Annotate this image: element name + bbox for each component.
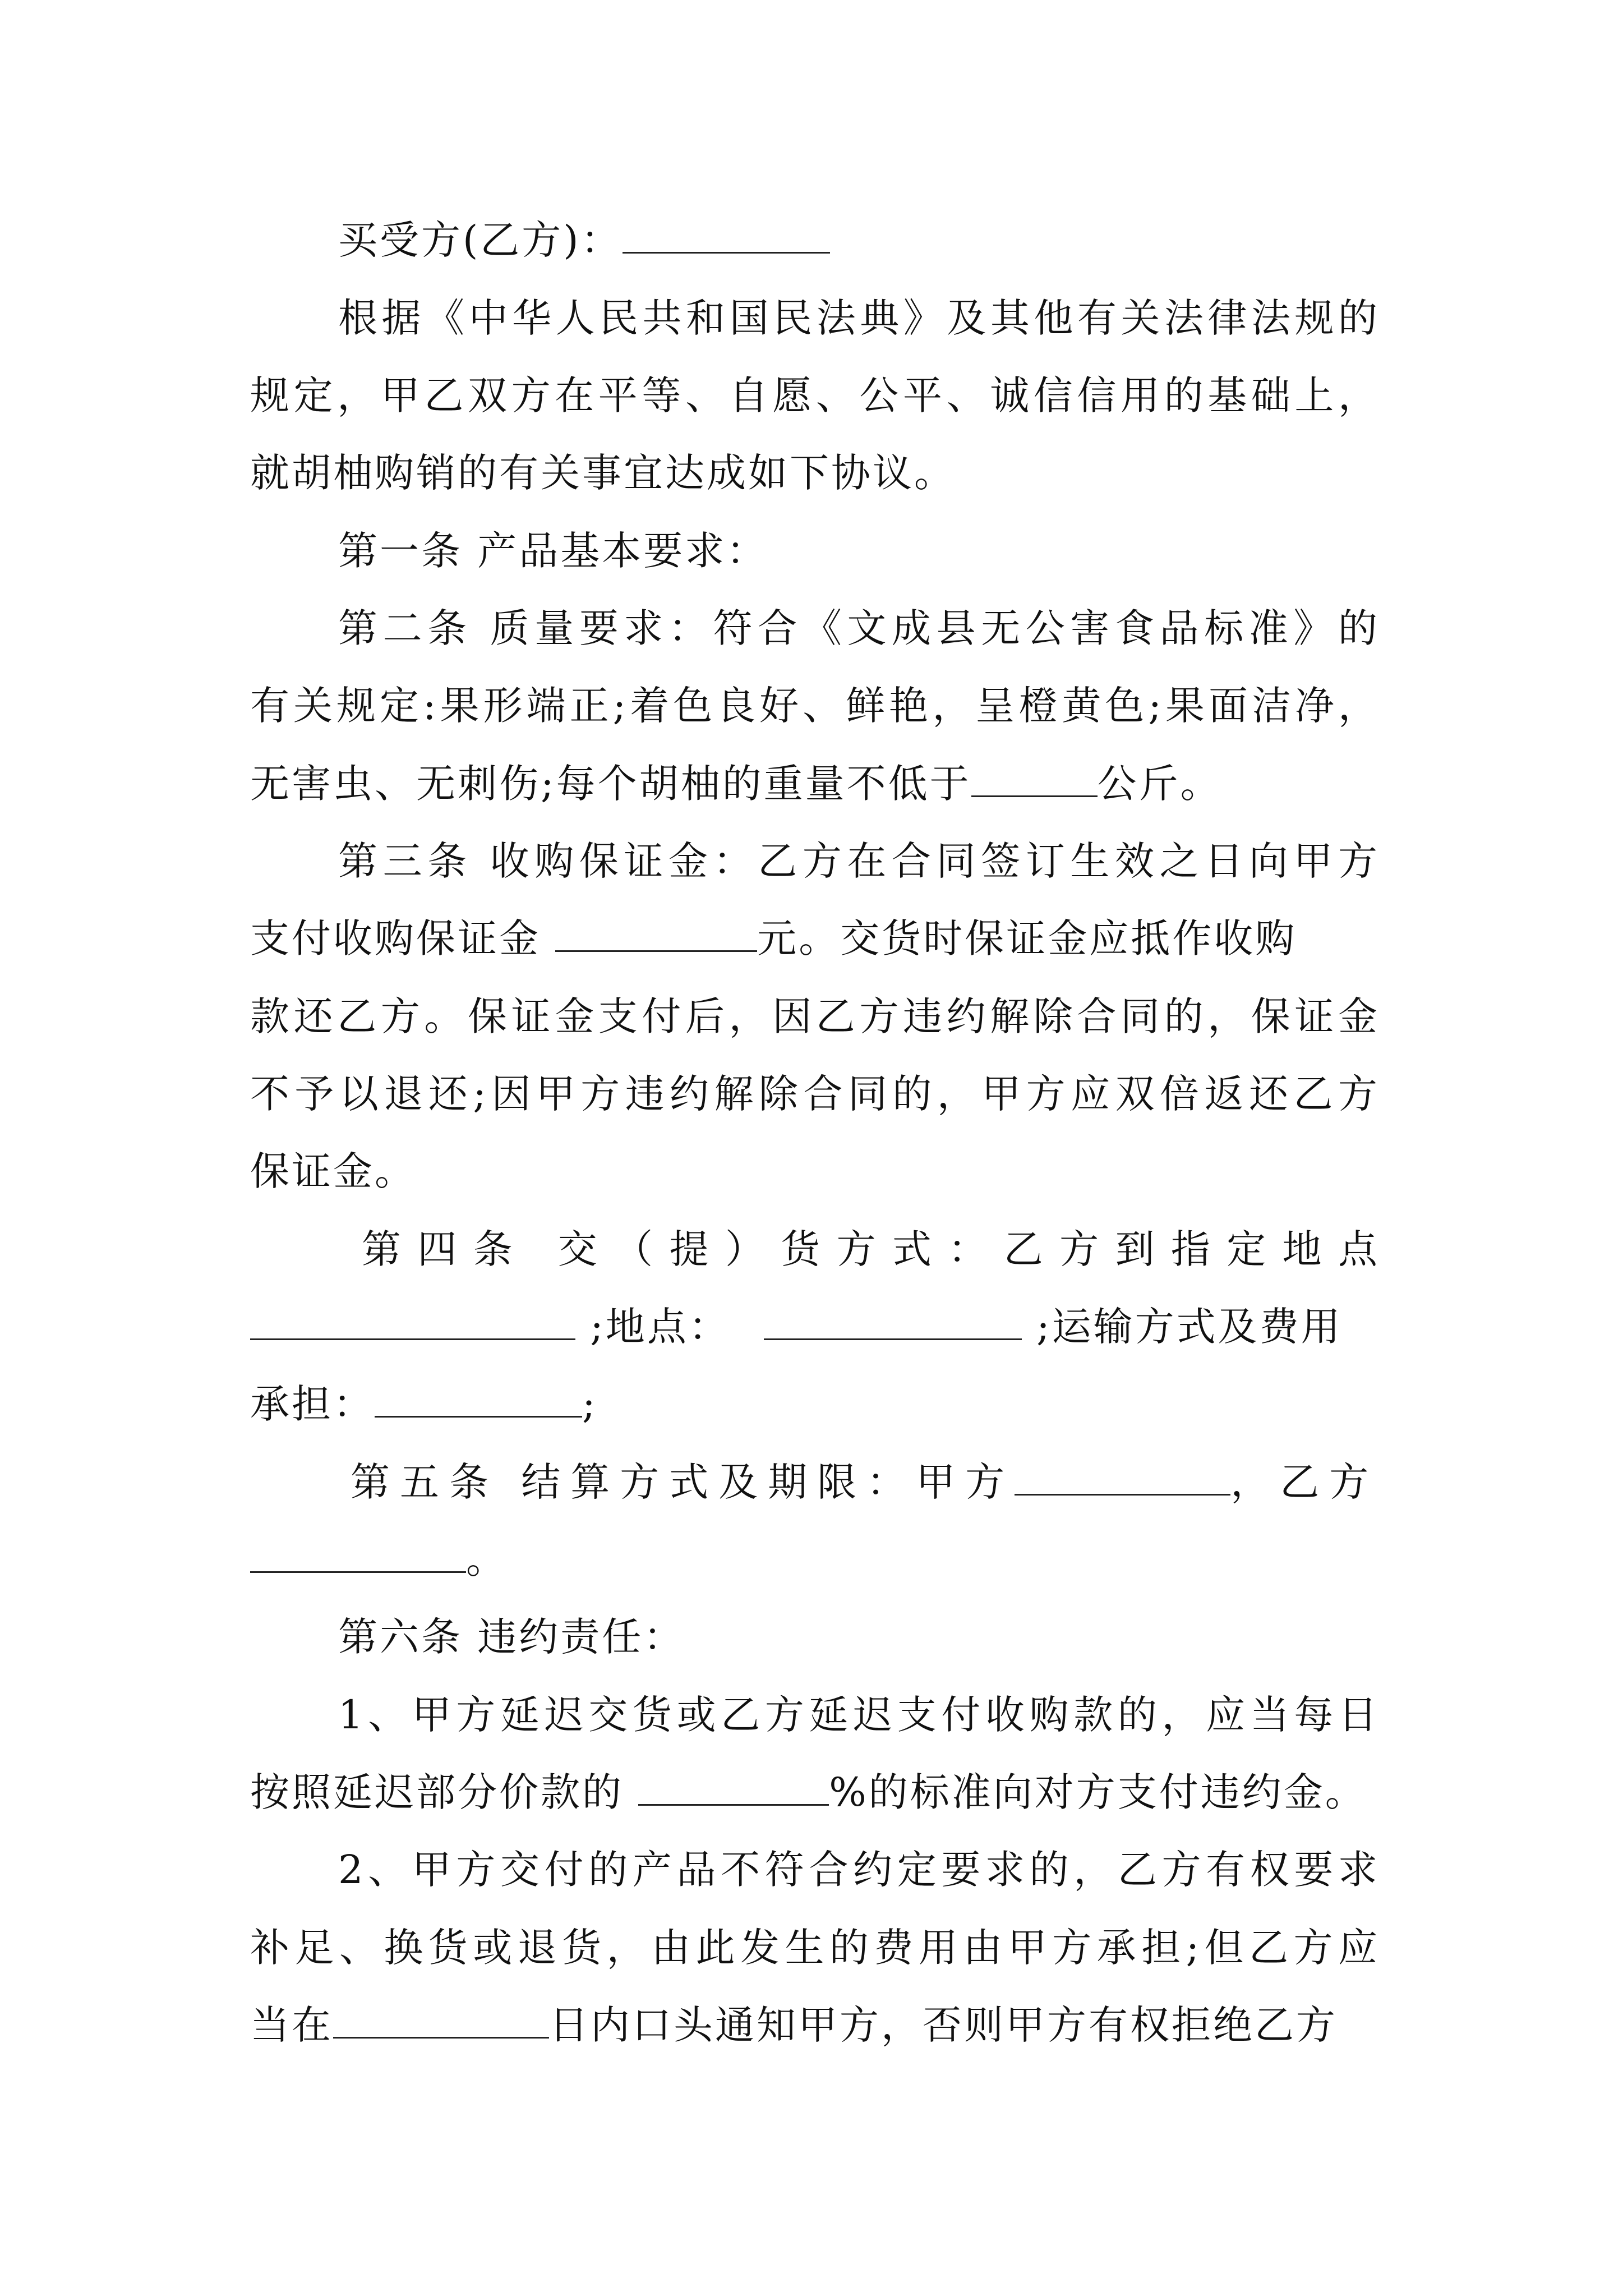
penalty-text: 按照延迟部分价款的 [250, 1769, 639, 1815]
cost-label: 承担： [250, 1381, 375, 1427]
article-1-heading: 第一条 产品基本要求： [338, 528, 768, 574]
buyer-party-line [338, 215, 830, 265]
article-2-line-2: 有关规定:果形端正;着色良好、鲜艳，呈橙黄色;果面洁净， [250, 683, 1380, 729]
article-2-line-1: 第二条 质量要求：符合《文成县无公害食品标准》的 [338, 605, 1380, 651]
transport-label: ;运输方式及费用 [1021, 1304, 1343, 1350]
party-a-settlement-blank [1015, 1461, 1230, 1496]
cost-semicolon: ; [582, 1381, 598, 1427]
article-5-line-1 [351, 1457, 1378, 1507]
notice-days-blank [333, 2004, 549, 2039]
party-b-settlement-blank [250, 1539, 466, 1573]
article-3-line-3: 款还乙方。保证金支付后，因乙方违约解除合同的，保证金 [250, 993, 1380, 1039]
penalty-rest: %的标准向对方支付违约金。 [829, 1769, 1367, 1815]
article-4-line-3 [250, 1379, 598, 1429]
settlement-text: 第五条 结算方式及期限：甲方 [351, 1459, 1015, 1505]
buyer-party-label: 买受方(乙方)： [338, 217, 623, 263]
settlement-end: 。 [466, 1536, 508, 1582]
cost-blank [375, 1383, 582, 1418]
deposit-text: 支付收购保证金 [250, 915, 556, 961]
location-label: ;地点： [575, 1304, 730, 1350]
preamble-line-1: 根据《中华人民共和国民法典》及其他有关法律法规的 [338, 295, 1380, 341]
weight-blank [971, 763, 1098, 797]
article-5-line-2 [250, 1534, 508, 1585]
article-3-line-2 [250, 913, 1297, 964]
article-2-line-3 [250, 758, 1222, 809]
article-3-line-5: 保证金。 [250, 1148, 416, 1194]
notice-rest: 日内口头通知甲方，否则甲方有权拒绝乙方 [549, 2002, 1338, 2048]
location-blank [764, 1306, 1022, 1340]
deposit-rest: 元。交货时保证金应抵作收购 [757, 915, 1297, 961]
article-6-heading: 第六条 违约责任： [338, 1614, 685, 1660]
preamble-line-2: 规定，甲乙双方在平等、自愿、公平、诚信信用的基础上， [250, 372, 1380, 418]
article-6-item-2-line-3 [250, 2000, 1338, 2050]
article-3-line-1: 第三条 收购保证金：乙方在合同签订生效之日向甲方 [338, 838, 1380, 884]
article-6-item-1-line-2 [250, 1767, 1367, 1818]
article-4-line-1: 第四条 交（提）货方式：乙方到指定地点 [362, 1226, 1380, 1272]
article-6-item-1-line-1: 1、甲方延迟交货或乙方延迟支付收购款的，应当每日 [338, 1692, 1380, 1738]
article-6-item-2-line-1: 2、甲方交付的产品不符合约定要求的，乙方有权要求 [338, 1847, 1380, 1893]
article-2-weight-text: 无害虫、无刺伤;每个胡柚的重量不低于 [250, 761, 971, 807]
article-3-line-4: 不予以退还;因甲方违约解除合同的，甲方应双倍返还乙方 [250, 1071, 1380, 1117]
notice-text: 当在 [250, 2002, 333, 2048]
preamble-line-3: 就胡柚购销的有关事宜达成如下协议。 [250, 450, 956, 496]
article-6-item-2-line-2: 补足、换货或退货，由此发生的费用由甲方承担;但乙方应 [250, 1925, 1380, 1971]
buyer-party-blank [623, 219, 830, 254]
article-4-line-2 [250, 1301, 1343, 1352]
pickup-location-blank [250, 1306, 575, 1340]
party-b-label: ，乙方 [1230, 1459, 1379, 1505]
deposit-blank [555, 918, 757, 952]
penalty-percent-blank [638, 1772, 829, 1806]
article-2-unit: 公斤。 [1097, 761, 1222, 807]
